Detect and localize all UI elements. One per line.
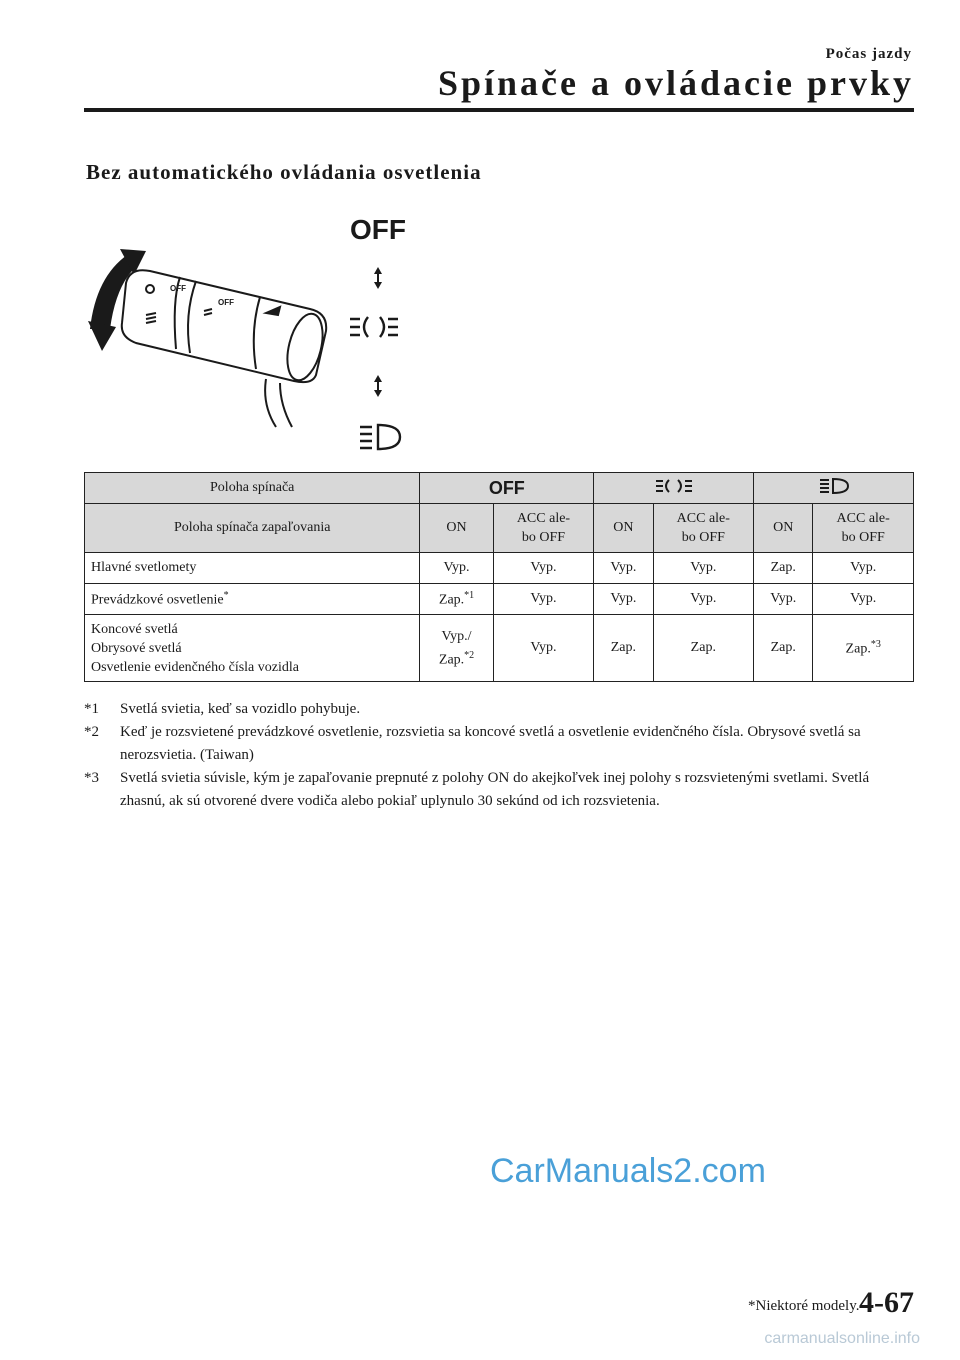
table-cell: Vyp.: [594, 553, 653, 584]
section-title: Bez automatického ovládania osvetlenia: [86, 160, 482, 184]
footnotes: [84, 698, 914, 813]
table-cell: Vyp.: [594, 584, 653, 615]
running-header-title: Spínače a ovládacie prvky: [437, 63, 914, 103]
row-label-daytime-lights: Prevádzkové osvetlenie*: [85, 584, 420, 615]
position-off-cell: [420, 473, 594, 504]
position-off-label: OFF: [488, 477, 525, 498]
headlight-icon: [818, 477, 850, 495]
models-note: *Niektoré modely.: [748, 1298, 860, 1314]
footnote-marker: *1: [84, 701, 99, 717]
table-cell: Zap.: [594, 615, 653, 682]
ignition-acc-cell: ACC ale- bo OFF: [813, 504, 914, 553]
ignition-on-cell: ON: [420, 504, 493, 553]
lighting-table: [84, 472, 914, 682]
site-watermark[interactable]: carmanualsonline.info: [764, 1330, 920, 1347]
ignition-acc-cell: ACC ale- bo OFF: [493, 504, 594, 553]
table-cell: Vyp.: [813, 553, 914, 584]
lever-off-label-2: OFF: [218, 298, 234, 307]
updown-arrow-icon: [374, 267, 382, 289]
position-headlight-cell: [754, 473, 914, 504]
table-cell: Zap.$^{*3}$: [813, 615, 914, 682]
footnote: [84, 721, 914, 767]
footnote-text: Svetlá svietia, keď sa vozidlo pohybuje.: [120, 701, 361, 717]
row-label-tail-lights: Koncové svetlá Obrysové svetlá Osvetlenie evidenčného čísla vozidla: [85, 615, 420, 682]
footnote-text: Keď je rozsvietené prevádzkové osvetlenie, rozsvietia sa koncové svetlá a osvetlenie evidenčného čísla. Obrysové svetlá sa nerozsvietia. (Taiwan): [120, 724, 861, 763]
table-cell: Zap.$^{*1}$: [420, 584, 493, 615]
off-position-label: OFF: [350, 214, 406, 245]
ignition-on-cell: ON: [594, 504, 653, 553]
table-cell: Vyp.: [653, 584, 754, 615]
table-cell: Zap.: [754, 615, 813, 682]
parking-light-icon: [350, 317, 398, 337]
updown-arrow-icon: [374, 375, 382, 397]
footnote-marker: *3: [84, 770, 99, 786]
table-cell: Zap.: [653, 615, 754, 682]
table-cell: Vyp.: [813, 584, 914, 615]
parking-light-icon: [654, 477, 694, 495]
running-header-subtitle: Počas jazdy: [825, 46, 912, 62]
footnote-text: Svetlá svietia súvisle, kým je zapaľovanie prepnuté z polohy ON do akejkoľvek inej polohy s rozsvietenými svetlami. Svetlá zhasnú, ak sú otvorené dvere vodiča alebo pokiaľ uplynulo 30 sekúnd od ich rozsvietenia.: [120, 770, 870, 809]
table-cell: Vyp./ Zap.$^{*2}$: [420, 615, 493, 682]
table-cell: Vyp.: [653, 553, 754, 584]
footnote: [84, 698, 914, 721]
ignition-on-cell: ON: [754, 504, 813, 553]
page-number: 4-67: [859, 1286, 914, 1319]
headlight-icon: [360, 425, 400, 449]
ignition-acc-cell: ACC ale- bo OFF: [653, 504, 754, 553]
table-cell: Zap.: [754, 553, 813, 584]
light-switch-diagram: [80, 205, 440, 465]
table-cell: Vyp.: [754, 584, 813, 615]
table-cell: Vyp.: [493, 615, 594, 682]
watermark[interactable]: CarManuals2.com: [490, 1152, 766, 1190]
row-label-headlights: Hlavné svetlomety: [85, 553, 420, 584]
position-parking-cell: [594, 473, 754, 504]
table-header-position: Poloha spínača: [85, 473, 420, 504]
lever-icon: [122, 270, 329, 427]
footnote-marker: *2: [84, 724, 99, 740]
footnote: [84, 767, 914, 813]
table-cell: Vyp.: [493, 584, 594, 615]
lever-off-label-1: OFF: [170, 284, 186, 293]
table-cell: Vyp.: [493, 553, 594, 584]
table-header-ignition: Poloha spínača zapaľovania: [85, 504, 420, 553]
table-cell: Vyp.: [420, 553, 493, 584]
header-rule: [84, 108, 914, 112]
